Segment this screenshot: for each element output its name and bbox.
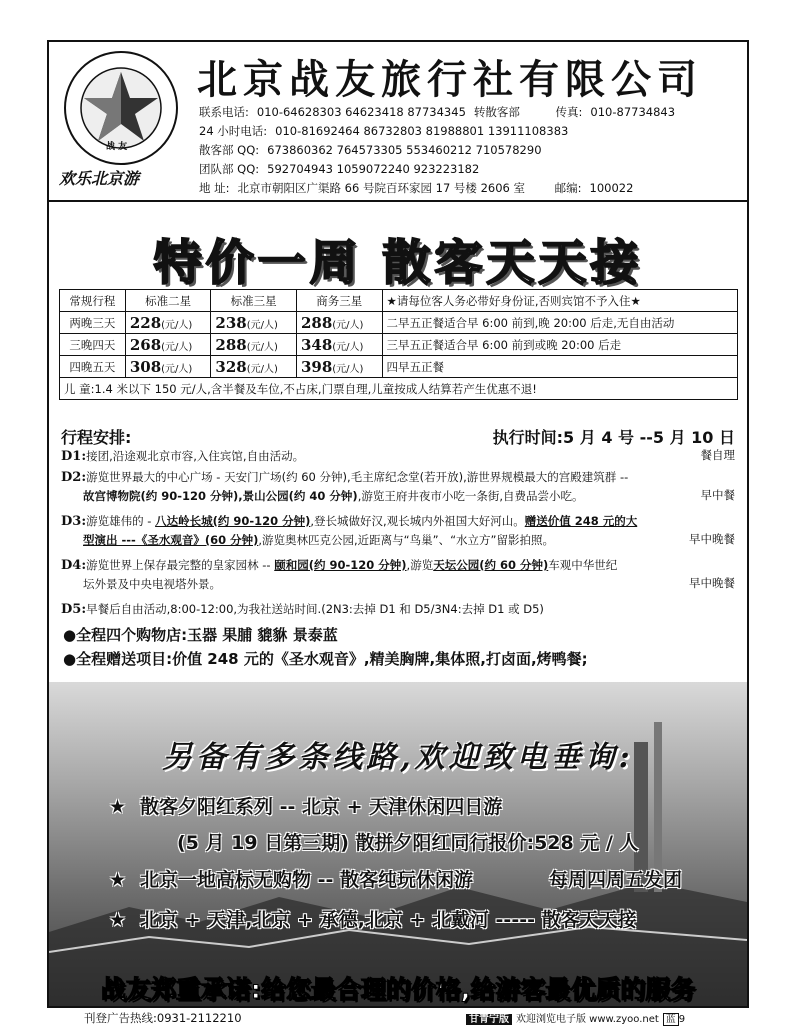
route-3: ★ 北京 + 天津,北京 + 承德,北京 + 北戴河 ----- 散客天天接 — [109, 909, 637, 931]
promise-slogan: 战友郑重承诺:给您最合理的价格,给游客最优质的服务 — [100, 975, 696, 1004]
day5: D5:早餐后自由活动,8:00-12:00,为我社送站时间.(2N3:去掉 D1 和 D5/3N4:去掉 D1 或 D5) — [61, 602, 544, 617]
page-footer — [466, 1010, 685, 1025]
itinerary-title: 行程安排: — [61, 428, 132, 447]
route-2: ★ 北京一地高标无购物 -- 散客纯玩休闲游 — [109, 869, 474, 891]
star-icon: ★ — [109, 909, 127, 931]
price-table — [59, 289, 738, 400]
child-policy-row: 儿 童:1.4 米以下 150 元/人,含半餐及车位,不占床,门票自理,儿童按成人结算若产生优惠不退! — [60, 378, 738, 400]
shopping-note: ●全程四个购物店:玉器 果脯 貔貅 景泰蓝 — [63, 626, 338, 644]
table-row: 两晚三天 228(元/人) 238(元/人) 288(元/人) 二早五正餐适合早 6:00 前到,晚 20:00 后走,无自由活动 — [60, 312, 738, 334]
itinerary-date: 执行时间:5 月 4 号 --5 月 10 日 — [492, 428, 735, 447]
hotline-line: 24 小时电话: 010-81692464 86732803 81988801 13911108383 — [199, 124, 569, 138]
route-2-schedule: 每周四周五发团 — [549, 869, 683, 891]
page-number: 9 — [678, 1014, 686, 1025]
day3: D3:游览雄伟的 - 八达岭长城(约 90-120 分钟),登长城做好汉,观长城内外祖国大好河山。赠送价值 248 元的大 型演出 ---《圣水观音》(60 分钟),游览奥林匹克公园,近距离与“鸟巢”、“水立方”留影拍照。 — [61, 514, 638, 547]
phone-line: 联系电话: 010-64628303 64623418 87734345 转散客部 传真: 010-87734843 — [199, 105, 676, 119]
gift-note: ●全程赠送项目:价值 248 元的《圣水观音》,精美胸牌,集体照,打卤面,烤鸭餐; — [63, 650, 588, 668]
logo-center-text: 战 友 — [106, 142, 128, 152]
promo-title: 另备有多条线路,欢迎致电垂询: — [162, 740, 634, 775]
table-header-row: 常规行程 标准二星 标准三星 商务三星 ★请每位客人务必带好身份证,否则宾馆不予入住★ — [60, 290, 738, 312]
promo-section — [49, 682, 747, 1008]
day2-meal: 早中餐 — [700, 488, 735, 502]
header — [49, 42, 747, 202]
promo-banner: 特价一周 散客天天接 — [153, 235, 643, 291]
day1: D1:接团,沿途观北京市容,入住宾馆,自由活动。 — [61, 449, 305, 464]
ad-frame — [47, 40, 749, 1008]
day2: D2:游览世界最大的中心广场 - 天安门广场(约 60 分钟),毛主席纪念堂(若开放),游世界规模最大的宫殿建筑群 -- 故宫博物院(约 90-120 分钟),景山公园(约 40 分钟),游览王府井夜市小吃一条街,自费品尝小吃。 — [61, 470, 629, 503]
ad-hotline: 刊登广告热线:0931-2112210 — [84, 1011, 242, 1025]
section-tag: 蓝 — [663, 1013, 679, 1026]
table-row: 三晚四天 268(元/人) 288(元/人) 348(元/人) 三早五正餐适合早 6:00 前到或晚 20:00 后走 — [60, 334, 738, 356]
day4: D4:游览世界上保存最完整的皇家园林 -- 颐和园(约 90-120 分钟),游览天坛公园(约 60 分钟)车观中华世纪 坛外景及中央电视塔外景。 — [61, 558, 618, 591]
edition-tag: 甘青宁版 — [466, 1014, 512, 1025]
qq-team-line: 团队部 QQ: 592704943 1059072240 923223182 — [199, 162, 480, 176]
route-1: ★ 散客夕阳红系列 -- 北京 + 天津休闲四日游 — [109, 796, 503, 818]
table-row: 四晚五天 308(元/人) 328(元/人) 398(元/人) 四早五正餐 — [60, 356, 738, 378]
address-line: 地 址: 北京市朝阳区广渠路 66 号院百环家园 17 号楼 2606 室 邮编: 100022 — [199, 181, 634, 195]
day4-meal: 早中晚餐 — [689, 576, 735, 590]
site-text: 欢迎浏览电子版 www.zyoo.net — [516, 1014, 659, 1025]
company-name: 北京战友旅行社有限公司 — [197, 57, 703, 103]
route-1-price: (5 月 19 日第三期) 散拼夕阳红同行报价:528 元 / 人 — [177, 832, 639, 854]
day1-meal: 餐自理 — [700, 448, 735, 462]
star-icon: ★ — [109, 869, 127, 891]
qq-sanke-line: 散客部 QQ: 673860362 764573305 553460212 710578290 — [199, 143, 542, 157]
slogan: 欢乐北京游 — [59, 169, 140, 188]
day3-meal: 早中晚餐 — [689, 532, 735, 546]
star-icon: ★ — [109, 796, 127, 818]
